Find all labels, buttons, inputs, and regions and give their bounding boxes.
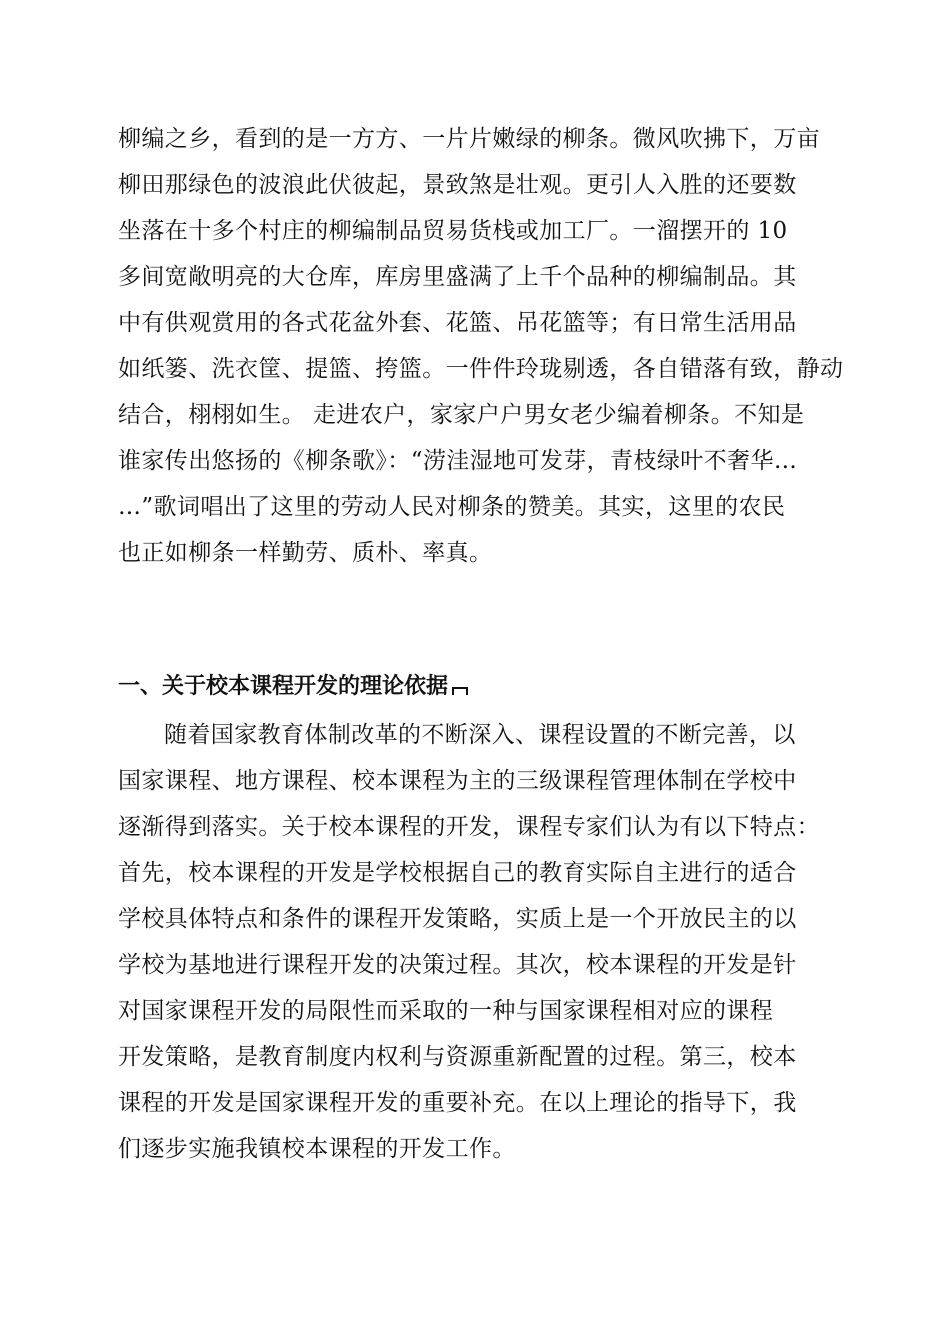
paragraph-line: 结合，栩栩如生。 走进农户，家家户户男女老少编着柳条。不知是	[118, 402, 805, 428]
paragraph-line: 开发策略，是教育制度内权利与资源重新配置的过程。第三，校本	[118, 1044, 797, 1070]
paragraph-line: 如纸篓、洗衣筐、提篮、挎篮。一件件玲珑剔透，各自错落有致，静动	[118, 356, 844, 382]
paragraph-line: 柳编之乡，看到的是一方方、一片片嫩绿的柳条。微风吹拂下，万亩	[118, 126, 820, 152]
paragraph-line: 坐落在十多个村庄的柳编制品贸易货栈或加工厂。一溜摆开的 10	[118, 218, 788, 244]
section-heading-text: 一、关于校本课程开发的理论依据	[118, 674, 449, 699]
paragraph-line: …”歌词唱出了这里的劳动人民对柳条的赞美。其实，这里的农民	[118, 494, 786, 520]
paragraph-line: 国家课程、地方课程、校本课程为主的三级课程管理体制在学校中	[118, 768, 797, 794]
paragraph-line: 课程的开发是国家课程开发的重要补充。在以上理论的指导下，我	[118, 1090, 797, 1116]
paragraph-line: 对国家课程开发的局限性而采取的一种与国家课程相对应的课程	[118, 998, 774, 1024]
paragraph-school-curriculum	[118, 712, 858, 1172]
paragraph-line: 也正如柳条一样勤劳、质朴、率真。	[118, 540, 493, 566]
paragraph-line: 学校为基地进行课程开发的决策过程。其次，校本课程的开发是针	[118, 952, 797, 978]
paragraph-willow-weaving	[118, 116, 858, 576]
section-heading	[118, 664, 858, 710]
paragraph-line: 们逐步实施我镇校本课程的开发工作。	[118, 1136, 516, 1162]
paragraph-mark-icon	[452, 687, 468, 695]
paragraph-line: 柳田那绿色的波浪此伏彼起，景致煞是壮观。更引人入胜的还要数	[118, 172, 797, 198]
paragraph-line: 逐渐得到落实。关于校本课程的开发，课程专家们认为有以下特点：	[118, 814, 820, 840]
paragraph-line: 多间宽敞明亮的大仓库，库房里盛满了上千个品种的柳编制品。其	[118, 264, 797, 290]
paragraph-line: 中有供观赏用的各式花盆外套、花篮、吊花篮等；有日常生活用品	[118, 310, 797, 336]
paragraph-line: 随着国家教育体制改革的不断深入、课程设置的不断完善，以	[164, 722, 796, 748]
paragraph-line: 学校具体特点和条件的课程开发策略，实质上是一个开放民主的以	[118, 906, 797, 932]
paragraph-line: 首先，校本课程的开发是学校根据自己的教育实际自主进行的适合	[118, 860, 797, 886]
paragraph-line: 谁家传出悠扬的《柳条歌》：“涝洼湿地可发芽，青枝绿叶不奢华…	[118, 448, 798, 474]
